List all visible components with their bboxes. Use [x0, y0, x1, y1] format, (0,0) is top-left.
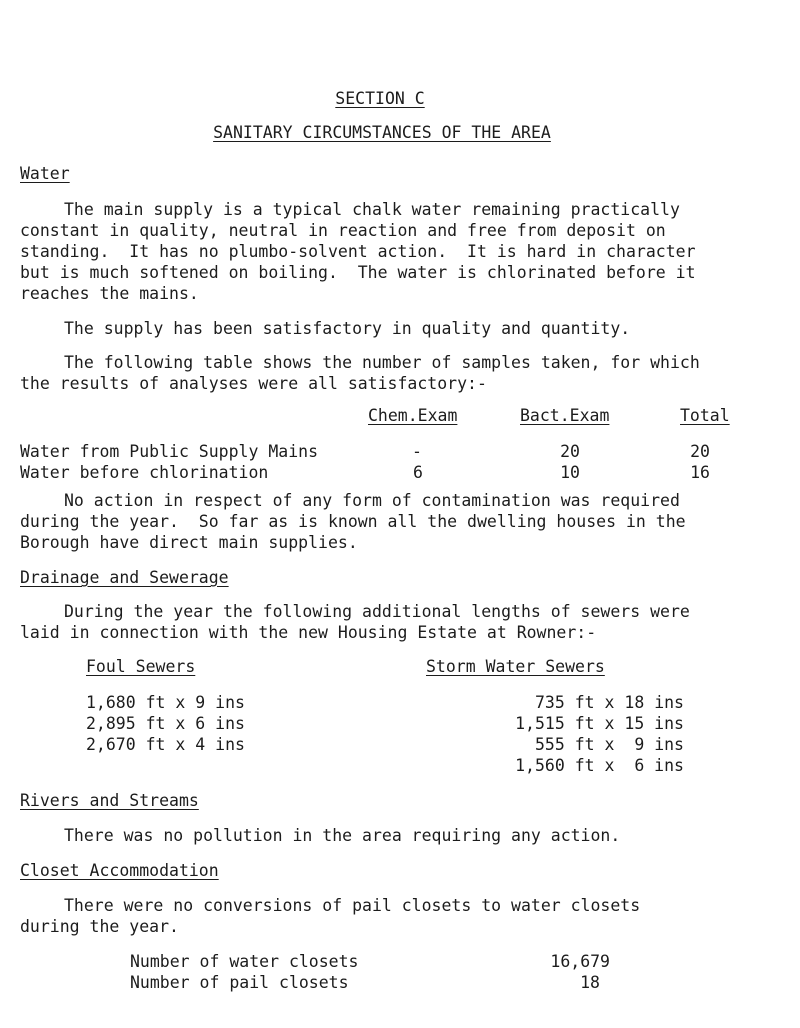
closet-para-line-2: during the year. — [20, 917, 179, 936]
drainage-para-line-2: laid in connection with the new Housing Estate at Rowner:- — [20, 623, 597, 642]
water-heading: Water — [20, 164, 70, 183]
closet-row-label: Number of pail closets — [130, 973, 349, 992]
table-row-label: Water before chlorination — [20, 463, 269, 482]
table-cell-total: 16 — [690, 463, 710, 482]
rivers-para: There was no pollution in the area requiring any action. — [64, 826, 621, 845]
foul-sewer-item: 2,670 ft x 4 ins — [86, 735, 245, 754]
table-row-label: Water from Public Supply Mains — [20, 442, 319, 461]
foul-sewer-item: 2,895 ft x 6 ins — [86, 714, 245, 733]
drainage-heading: Drainage and Sewerage — [20, 568, 229, 587]
water-para3-line-1: The following table shows the number of samples taken, for which — [64, 353, 700, 372]
table-cell-bact: 10 — [560, 463, 580, 482]
closet-para-line-1: There were no conversions of pail closets to water closets — [64, 896, 641, 915]
closet-row-value: 18 — [580, 973, 600, 992]
table-cell-bact: 20 — [560, 442, 580, 461]
rivers-heading: Rivers and Streams — [20, 791, 199, 810]
col-header-chem: Chem.Exam — [368, 406, 458, 425]
storm-sewer-item: 735 ft x 18 ins — [534, 693, 684, 712]
closet-row-value: 16,679 — [550, 952, 610, 971]
table-cell-chem: - — [412, 442, 422, 461]
storm-sewer-item: 555 ft x 9 ins — [534, 735, 684, 754]
storm-sewers-heading: Storm Water Sewers — [426, 657, 605, 676]
drainage-para-line-1: During the year the following additional lengths of sewers were — [64, 602, 690, 621]
closet-heading: Closet Accommodation — [20, 861, 219, 880]
storm-sewer-item: 1,560 ft x 6 ins — [515, 756, 684, 775]
water-para1-line-5: reaches the mains. — [20, 284, 199, 303]
section-title: SECTION C — [335, 89, 425, 108]
water-para3-line-2: the results of analyses were all satisfactory:- — [20, 374, 487, 393]
water-para4-line-3: Borough have direct main supplies. — [20, 533, 358, 552]
table-cell-chem: 6 — [413, 463, 423, 482]
water-para4-line-1: No action in respect of any form of contamination was required — [64, 491, 680, 510]
col-header-total: Total — [680, 406, 730, 425]
subtitle: SANITARY CIRCUMSTANCES OF THE AREA — [213, 123, 551, 142]
col-header-bact: Bact.Exam — [520, 406, 610, 425]
foul-sewers-heading: Foul Sewers — [86, 657, 196, 676]
water-para1-line-4: but is much softened on boiling. The water is chlorinated before it — [20, 263, 696, 282]
water-para1-line-3: standing. It has no plumbo-solvent action. It is hard in character — [20, 242, 696, 261]
water-para1-line-1: The main supply is a typical chalk water remaining practically — [64, 200, 680, 219]
foul-sewer-item: 1,680 ft x 9 ins — [86, 693, 245, 712]
storm-sewer-item: 1,515 ft x 15 ins — [515, 714, 684, 733]
closet-row-label: Number of water closets — [130, 952, 359, 971]
table-cell-total: 20 — [690, 442, 710, 461]
water-para1-line-2: constant in quality, neutral in reaction and free from deposit on — [20, 221, 666, 240]
water-para4-line-2: during the year. So far as is known all the dwelling houses in the — [20, 512, 686, 531]
water-para2: The supply has been satisfactory in quality and quantity. — [64, 319, 631, 338]
